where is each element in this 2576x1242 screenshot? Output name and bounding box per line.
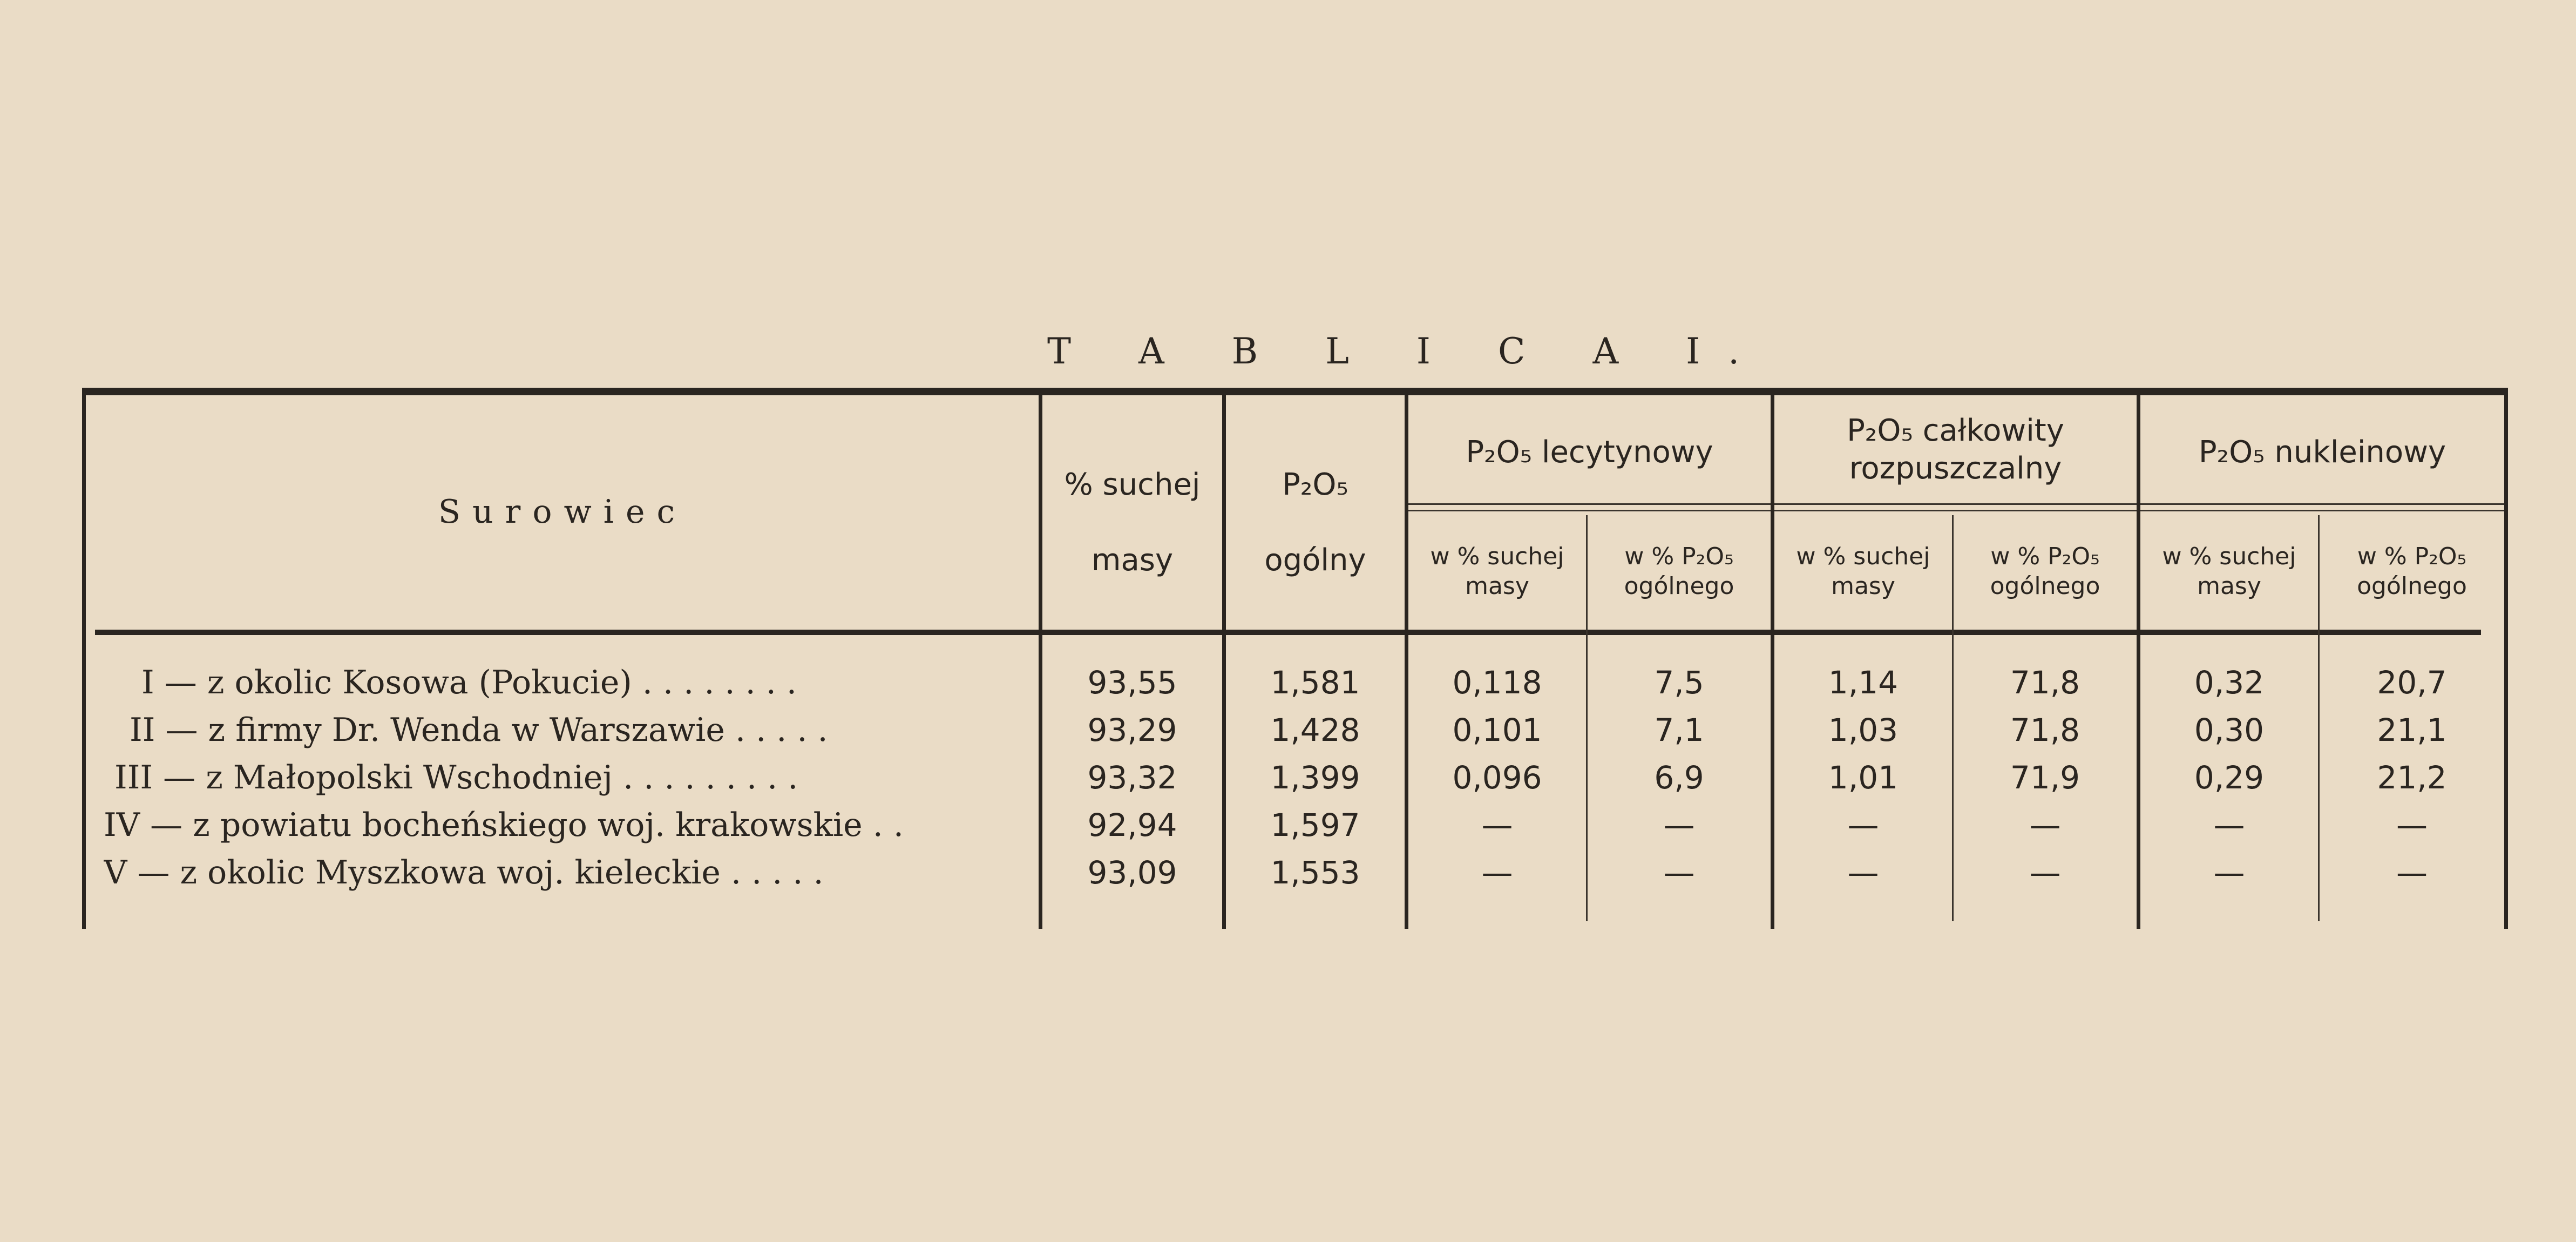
subheader-text: w % suchej <box>1430 543 1564 570</box>
subheader-text: w % suchej <box>2162 543 2296 570</box>
row-label: I — z okolic Kosowa (Pokucie) . . . . . . . . <box>141 664 797 701</box>
cell-cal-p: 71,9 <box>2010 759 2080 796</box>
cell-suchej: 93,29 <box>1087 711 1177 748</box>
cell-lec-p: 7,5 <box>1654 664 1704 701</box>
cell-nuk-s: 0,29 <box>2194 759 2265 796</box>
cell-cal-p: 71,8 <box>2010 664 2080 701</box>
cell-nuk-p: — <box>2396 806 2428 843</box>
subheader-text: ogólnego <box>2357 572 2467 600</box>
cell-cal-s: 1,01 <box>1828 759 1899 796</box>
header-text: % suchej <box>1064 467 1201 502</box>
row-label: III — z Małopolski Wschodniej . . . . . . . . . <box>114 759 798 796</box>
cell-nuk-s: — <box>2213 854 2245 891</box>
cell-cal-p: — <box>2029 854 2061 891</box>
col-divider-4 <box>1771 395 1774 929</box>
cell-ogolny: 1,428 <box>1270 711 1360 748</box>
subheader-text: ogólnego <box>1990 572 2100 600</box>
subheader-text: w % P₂O₅ <box>2357 543 2467 570</box>
header-suchej-masy <box>1042 420 1222 625</box>
cell-ogolny: 1,597 <box>1270 806 1360 843</box>
group-rule <box>1408 510 1771 511</box>
cell-lec-s: 0,118 <box>1452 664 1542 701</box>
right-border <box>2504 395 2508 929</box>
subheader-text: w % suchej <box>1796 543 1930 570</box>
cell-suchej: 93,09 <box>1087 854 1177 891</box>
cell-lec-p: 7,1 <box>1654 711 1704 748</box>
cell-nuk-p: 20,7 <box>2377 664 2447 701</box>
cell-suchej: 93,32 <box>1087 759 1177 796</box>
subheader-text: w % P₂O₅ <box>1990 543 2100 570</box>
header-rule <box>95 630 2481 635</box>
cell-cal-s: 1,14 <box>1828 664 1899 701</box>
data-table <box>82 388 2508 929</box>
header-text: ogólny <box>1264 543 1366 578</box>
group-rule <box>2140 510 2504 511</box>
cell-nuk-p: — <box>2396 854 2428 891</box>
header-nukleinowy: P₂O₅ nukleinowy <box>2198 435 2446 470</box>
subheader-text: masy <box>2197 572 2261 600</box>
cell-nuk-s: — <box>2213 806 2245 843</box>
row-label: IV — z powiatu bocheńskiego woj. krakowskie . . <box>104 806 904 844</box>
cell-cal-p: — <box>2029 806 2061 843</box>
cell-nuk-p: 21,2 <box>2377 759 2447 796</box>
cell-cal-s: — <box>1847 854 1879 891</box>
header-p2o5-ogolny <box>1226 420 1405 625</box>
subheader-nuk-p2o5 <box>2320 517 2504 625</box>
cell-nuk-p: 21,1 <box>2377 711 2447 748</box>
header-text: rozpuszczalny <box>1849 451 2062 486</box>
cell-ogolny: 1,581 <box>1270 664 1360 701</box>
row-label: II — z firmy Dr. Wenda w Warszawie . . . . . <box>130 711 828 749</box>
header-text: masy <box>1091 543 1174 578</box>
cell-cal-s: 1,03 <box>1828 711 1899 748</box>
header-surowiec: Surowiec <box>438 492 687 531</box>
subheader-cal-suchej <box>1774 517 1952 625</box>
header-lecytynowy: P₂O₅ lecytynowy <box>1466 435 1713 470</box>
group-rule <box>2140 503 2504 505</box>
cell-lec-s: 0,096 <box>1452 759 1542 796</box>
group-rule <box>1774 503 2137 505</box>
cell-lec-p: — <box>1663 806 1695 843</box>
col-divider-3 <box>1405 395 1408 929</box>
subheader-nuk-suchej <box>2140 517 2318 625</box>
header-text: P₂O₅ całkowity <box>1847 413 2064 448</box>
subheader-text: ogólnego <box>1624 572 1734 600</box>
subheader-cal-p2o5 <box>1954 517 2137 625</box>
cell-ogolny: 1,553 <box>1270 854 1360 891</box>
cell-lec-p: — <box>1663 854 1695 891</box>
left-border <box>82 395 86 929</box>
cell-lec-s: — <box>1481 854 1513 891</box>
cell-nuk-s: 0,32 <box>2194 664 2265 701</box>
subheader-text: masy <box>1831 572 1895 600</box>
col-divider-2 <box>1222 395 1226 929</box>
subheader-lec-suchej <box>1408 517 1586 625</box>
cell-lec-p: 6,9 <box>1654 759 1704 796</box>
cell-nuk-s: 0,30 <box>2194 711 2265 748</box>
row-label: V — z okolic Myszkowa woj. kieleckie . . . . . <box>104 854 824 892</box>
group-rule <box>1774 510 2137 511</box>
header-text: P₂O₅ <box>1282 467 1348 502</box>
subheader-lec-p2o5 <box>1588 517 1771 625</box>
table-title: T A B L I C A I. <box>1047 330 1768 372</box>
top-rule <box>82 388 2508 395</box>
subheader-text: masy <box>1465 572 1529 600</box>
cell-suchej: 93,55 <box>1087 664 1177 701</box>
group-rule <box>1408 503 1771 505</box>
subheader-text: w % P₂O₅ <box>1624 543 1734 570</box>
cell-cal-p: 71,8 <box>2010 711 2080 748</box>
col-divider-5 <box>2137 395 2140 929</box>
col-divider-1 <box>1039 395 1042 929</box>
cell-suchej: 92,94 <box>1087 806 1177 843</box>
cell-ogolny: 1,399 <box>1270 759 1360 796</box>
cell-lec-s: — <box>1481 806 1513 843</box>
cell-lec-s: 0,101 <box>1452 711 1542 748</box>
header-calkowity <box>1774 399 2137 501</box>
cell-cal-s: — <box>1847 806 1879 843</box>
